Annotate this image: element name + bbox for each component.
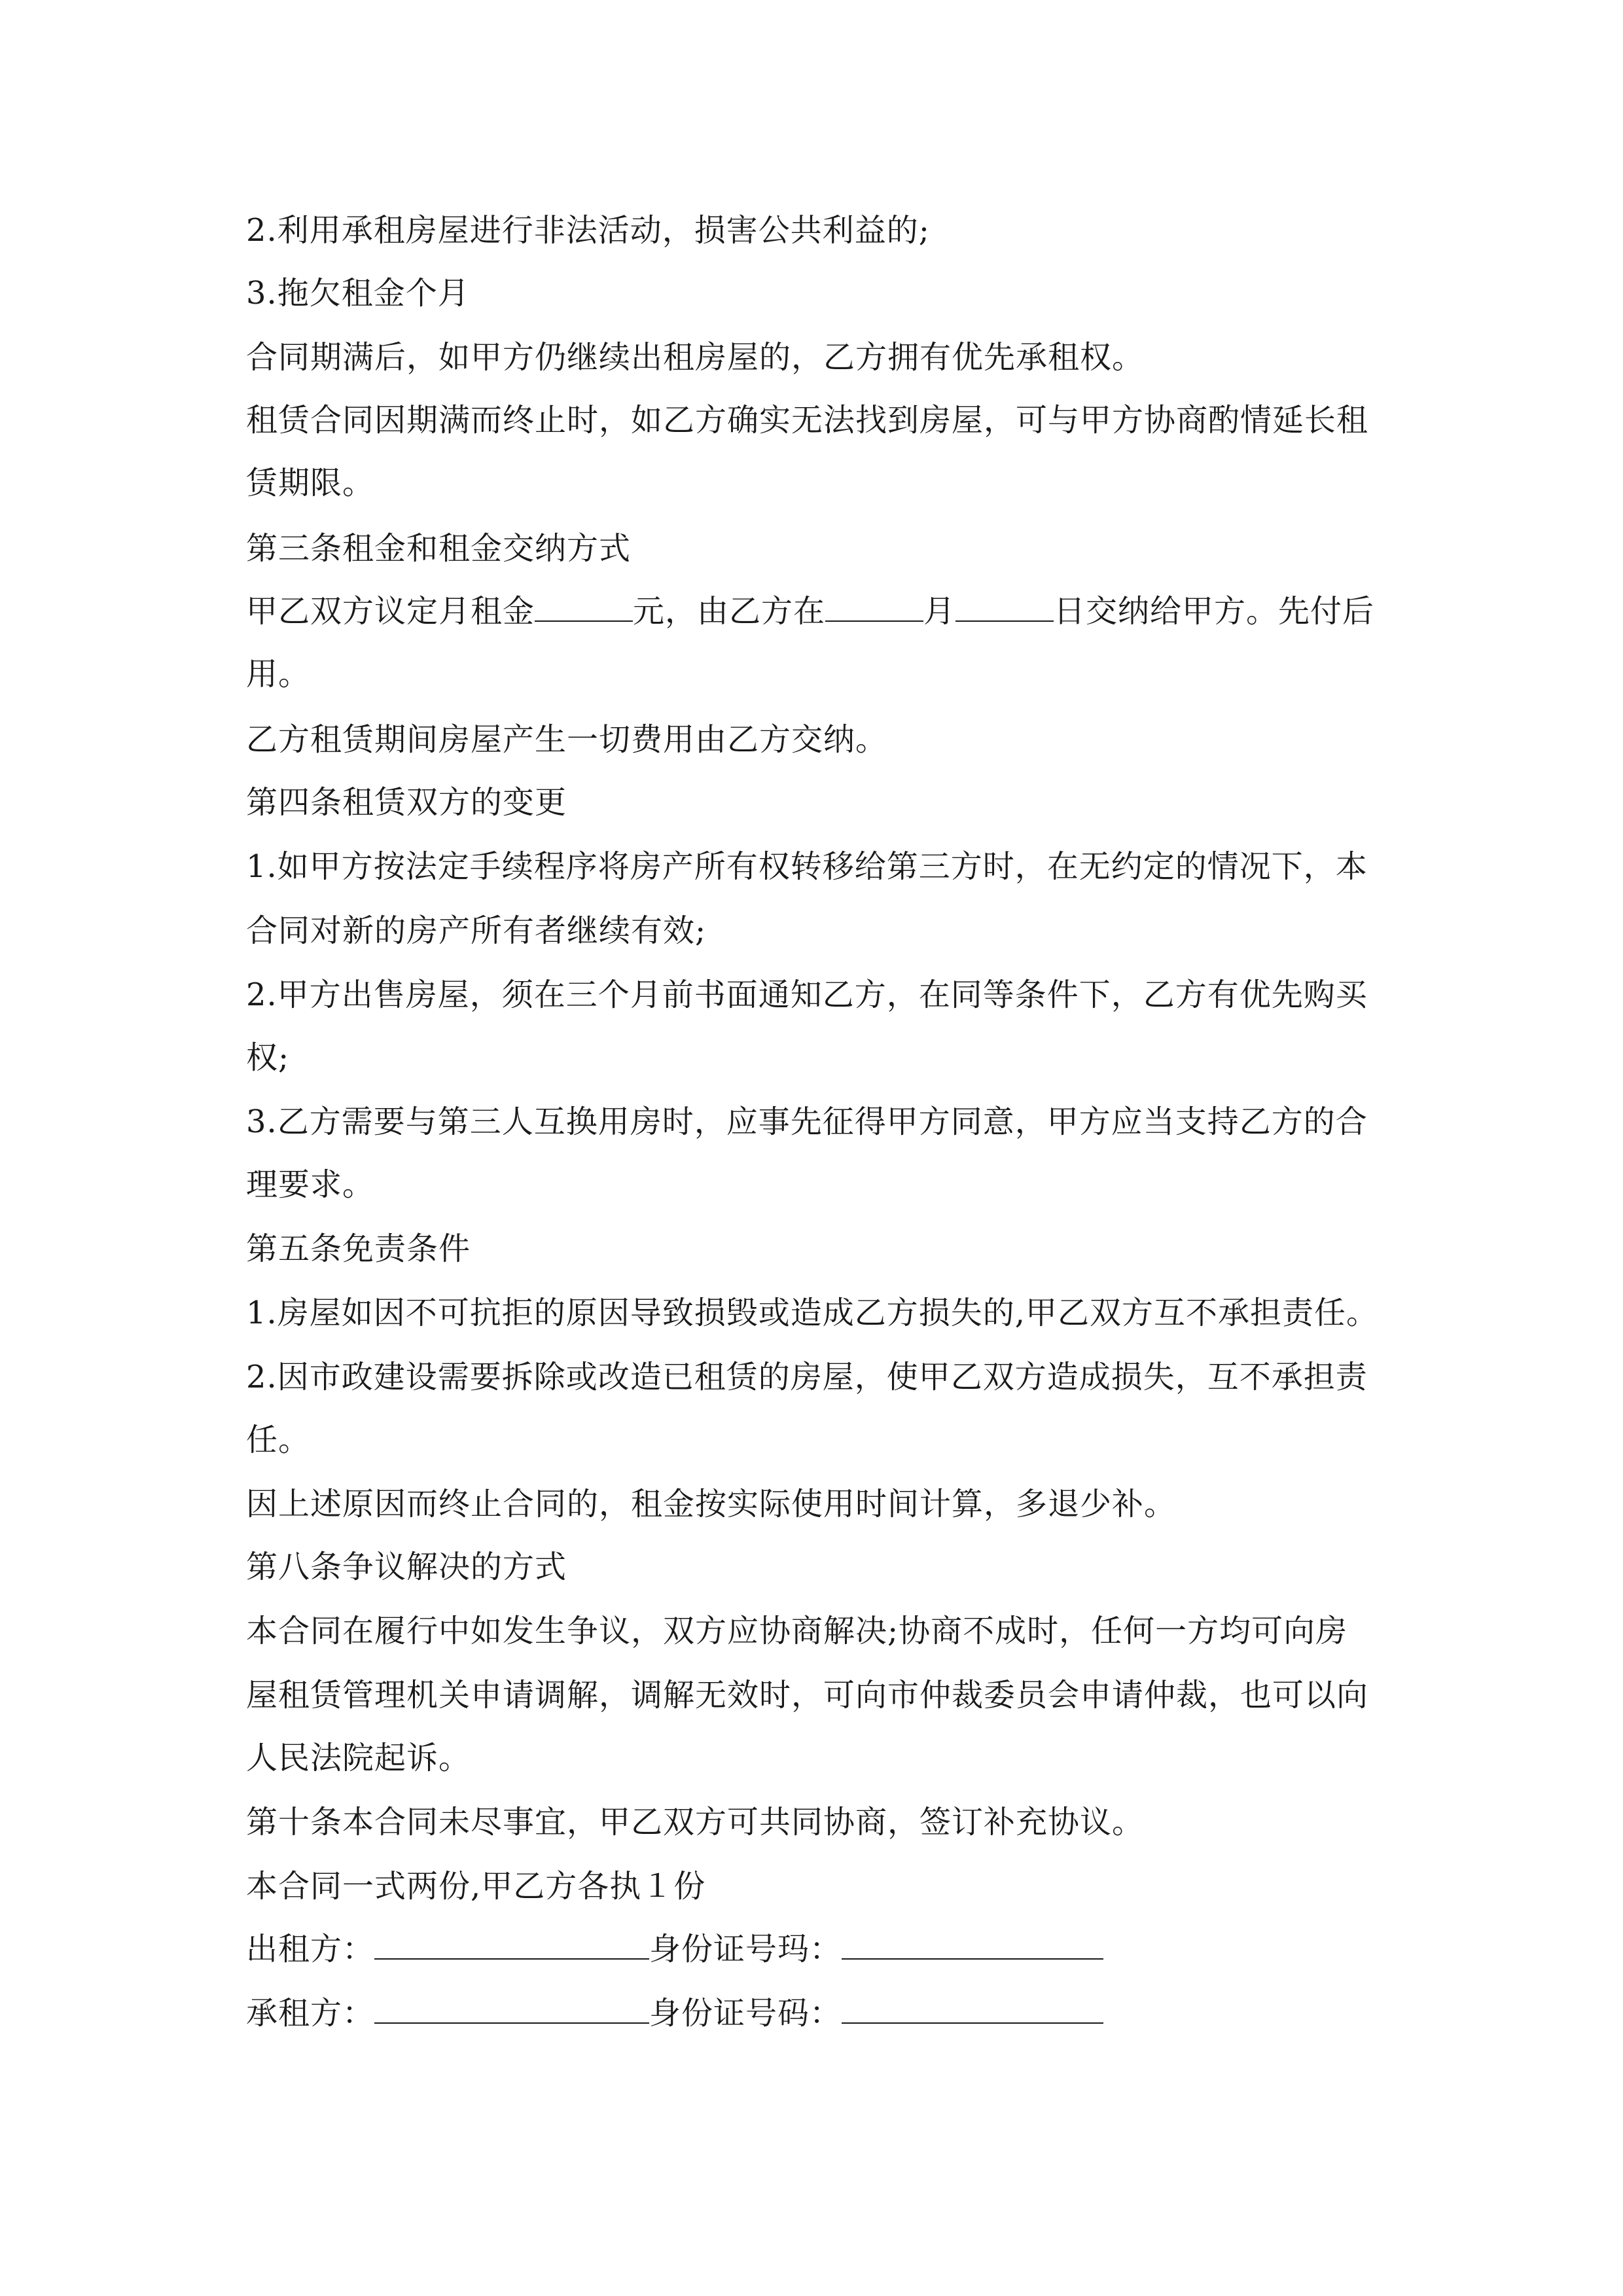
section-heading: 第五条免责条件 [246, 1230, 471, 1267]
lessor-id-label: 身份证号玛： [649, 1931, 842, 1967]
pay-month-blank [825, 594, 923, 622]
lessor-signature-line [246, 1929, 1103, 1969]
clause-line: 权; [246, 1039, 290, 1076]
clause-line: 乙方租赁期间房屋产生一切费用由乙方交纳。 [246, 721, 888, 758]
clause-line: 用。 [246, 656, 311, 692]
section-heading: 第八条争议解决的方式 [246, 1549, 567, 1585]
lessor-name-blank [374, 1932, 649, 1960]
clause-line: 任。 [246, 1422, 311, 1458]
lessor-label: 出租方： [246, 1931, 375, 1967]
section-heading: 第三条租金和租金交纳方式 [246, 530, 632, 567]
clause-line: 合同期满后，如甲方仍继续出租房屋的，乙方拥有优先承租权。 [246, 339, 1145, 376]
lessee-id-label: 身份证号码： [649, 1995, 842, 2032]
clause-line: 本合同在履行中如发生争议，双方应协商解决;协商不成时，任何一方均可向房 [246, 1613, 1348, 1649]
clause-line: 2.甲方出售房屋，须在三个月前书面通知乙方，在同等条件下，乙方有优先购买 [246, 977, 1368, 1013]
clause-line: 3.拖欠租金个月 [246, 275, 470, 312]
clause-line: 因上述原因而终止合同的，租金按实际使用时间计算，多退少补。 [246, 1486, 1177, 1522]
rent-text-1: 甲乙双方议定月租金 [246, 593, 535, 630]
clause-line: 本合同一式两份,甲乙方各执１份 [246, 1868, 706, 1905]
clause-line: 理要求。 [246, 1166, 375, 1203]
clause-line: 1.房屋如因不可抗拒的原因导致损毁或造成乙方损失的,甲乙双方互不承担责任。 [246, 1295, 1379, 1331]
rent-text-4: 日交纳给甲方。先付后 [1054, 593, 1375, 630]
rent-terms-line [246, 592, 1374, 631]
rent-text-3: 月 [923, 593, 956, 630]
clause-line: 2.因市政建设需要拆除或改造已租赁的房屋，使甲乙双方造成损失，互不承担责 [246, 1359, 1368, 1395]
rent-text-2: 元，由乙方在 [633, 593, 826, 630]
lessee-name-blank [374, 1996, 649, 2024]
lessee-id-blank [842, 1996, 1103, 2024]
clause-line: 1.如甲方按法定手续程序将房产所有权转移给第三方时，在无约定的情况下，本 [246, 848, 1368, 885]
rent-amount-blank [535, 594, 633, 622]
clause-line: 第十条本合同未尽事宜，甲乙双方可共同协商，签订补充协议。 [246, 1804, 1145, 1840]
clause-line: 人民法院起诉。 [246, 1740, 471, 1776]
section-heading: 第四条租赁双方的变更 [246, 784, 567, 821]
lessee-label: 承租方： [246, 1995, 375, 2032]
clause-line: 租赁合同因期满而终止时，如乙方确实无法找到房屋，可与甲方协商酌情延长租 [246, 402, 1369, 439]
clause-line: 赁期限。 [246, 465, 375, 501]
lessee-signature-line [246, 1994, 1103, 2033]
clause-line: 2.利用承租房屋进行非法活动，损害公共利益的; [246, 212, 930, 249]
clause-line: 合同对新的房产所有者继续有效; [246, 912, 707, 949]
clause-line: 3.乙方需要与第三人互换用房时，应事先征得甲方同意，甲方应当支持乙方的合 [246, 1103, 1368, 1140]
lessor-id-blank [842, 1932, 1103, 1960]
clause-line: 屋租赁管理机关申请调解，调解无效时，可向市仲裁委员会申请仲裁，也可以向 [246, 1677, 1369, 1713]
pay-day-blank [955, 594, 1054, 622]
